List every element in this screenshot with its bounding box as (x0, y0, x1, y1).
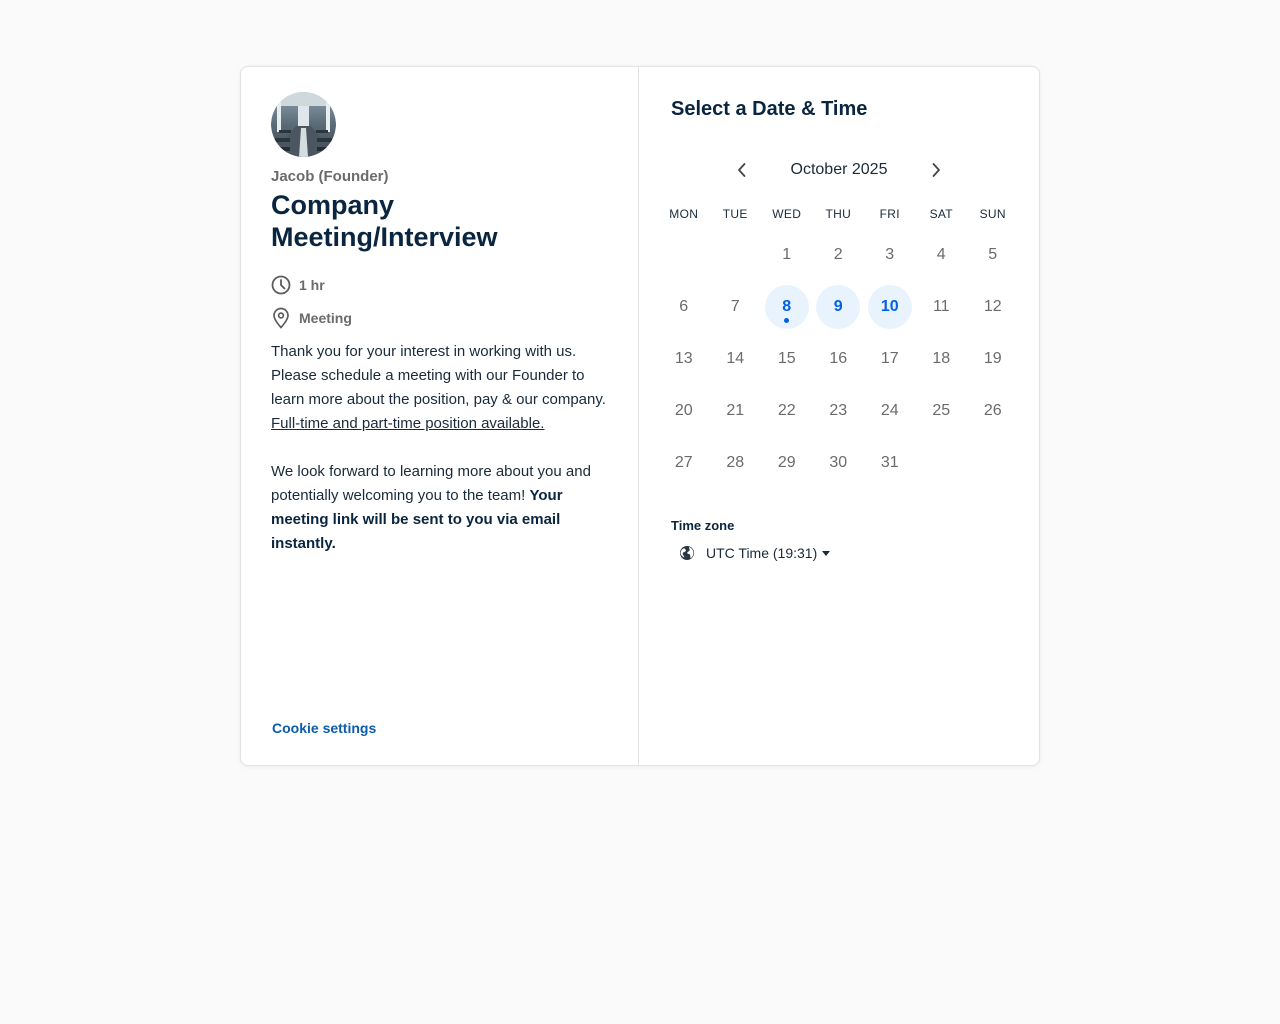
calendar-week (658, 333, 1019, 385)
calendar-cell (658, 437, 710, 489)
chevron-right-icon (930, 162, 942, 178)
calendar-day: 5 (988, 246, 998, 263)
calendar-day: 28 (726, 454, 745, 471)
globe-icon (679, 545, 695, 561)
calendar-day: 30 (829, 454, 848, 471)
calendar-day: 1 (782, 246, 792, 263)
weekday-fri: FRI (879, 207, 900, 221)
month-navigation (729, 157, 949, 183)
calendar-cell (813, 333, 865, 385)
timezone-value: UTC Time (19:31) (706, 545, 818, 561)
calendar-cell (916, 281, 968, 333)
calendar-day: 2 (833, 246, 843, 263)
description-text-1: Thank you for your interest in working with us. Please schedule a meeting with our Founder to learn more about the position, pay & our company. (271, 343, 606, 408)
description-text-2: We look forward to learning more about you and potentially welcoming you to the team! (271, 463, 591, 504)
calendar-cell (864, 229, 916, 281)
description-paragraph-1 (271, 340, 607, 436)
calendar-day: 26 (983, 402, 1002, 419)
calendar-cell (916, 229, 968, 281)
calendar-day: 21 (726, 402, 745, 419)
weekday-wed: WED (772, 207, 802, 221)
avatar (271, 92, 336, 157)
meeting-link-notice: Your meeting link will be sent to you via email instantly. (271, 487, 563, 552)
description-paragraph-2 (271, 460, 607, 556)
positions-link[interactable]: Full-time and part-time position available. (271, 415, 545, 432)
calendar-cell (658, 385, 710, 437)
calendar-day: 23 (829, 402, 848, 419)
calendar-cell (813, 281, 865, 333)
clock-icon (271, 274, 291, 296)
calendar-cell (710, 437, 762, 489)
calendar-cell (813, 229, 865, 281)
weekday-sun: SUN (979, 207, 1006, 221)
timezone-select[interactable] (679, 543, 830, 563)
calendar-cell (864, 281, 916, 333)
calendar-day: 31 (880, 454, 899, 471)
calendar-cell (864, 333, 916, 385)
calendar-day: 22 (777, 402, 796, 419)
calendar-cell (916, 333, 968, 385)
calendar-cell (813, 385, 865, 437)
location-row (271, 307, 608, 329)
calendar-day: 4 (936, 246, 946, 263)
calendar-grid (658, 207, 1019, 489)
available-day-button[interactable]: 8 (765, 285, 809, 329)
calendar-day: 3 (885, 246, 895, 263)
calendar-day: 27 (674, 454, 693, 471)
calendar-cell (761, 385, 813, 437)
weekday-sat: SAT (929, 207, 953, 221)
caret-down-icon (822, 551, 830, 556)
calendar-cell (658, 281, 710, 333)
calendar-cell (710, 385, 762, 437)
calendar-day: 11 (932, 298, 950, 315)
calendar-day: 18 (932, 350, 951, 367)
calendar-day: 29 (777, 454, 796, 471)
event-title: Company Meeting/Interview (271, 190, 498, 252)
calendar-cell (710, 281, 762, 333)
weekday-header (658, 207, 1019, 229)
calendar-day: 24 (880, 402, 899, 419)
calendar-day: 25 (932, 402, 951, 419)
date-time-panel (639, 67, 1039, 765)
timezone-label: Time zone (671, 518, 735, 533)
calendar-cell (761, 333, 813, 385)
prev-month-button[interactable] (729, 157, 755, 183)
calendar-week (658, 281, 1019, 333)
location-pin-icon (271, 307, 291, 329)
event-meta (271, 274, 608, 329)
event-details-panel (241, 67, 639, 765)
calendar-cell (761, 229, 813, 281)
calendar-day: 6 (679, 298, 689, 315)
available-day-button[interactable]: 10 (868, 285, 912, 329)
date-time-heading: Select a Date & Time (671, 98, 868, 120)
next-month-button[interactable] (923, 157, 949, 183)
calendar-cell (813, 437, 865, 489)
calendar-cell (967, 281, 1019, 333)
weekday-tue: TUE (722, 207, 748, 221)
calendar-day: 17 (880, 350, 899, 367)
calendar-cell (864, 385, 916, 437)
calendar-day: 14 (726, 350, 745, 367)
calendar-cell (916, 437, 968, 489)
calendar-week (658, 437, 1019, 489)
calendar-cell (710, 229, 762, 281)
calendar-day: 19 (983, 350, 1002, 367)
cookie-settings-link[interactable]: Cookie settings (272, 720, 377, 736)
booking-card (240, 66, 1040, 766)
duration-label: 1 hr (299, 277, 325, 293)
calendar-weeks (658, 229, 1019, 489)
calendar-cell (710, 333, 762, 385)
location-label: Meeting (299, 310, 352, 326)
calendar-day: 13 (674, 350, 693, 367)
calendar-day: 12 (983, 298, 1002, 315)
calendar-cell (967, 385, 1019, 437)
calendar-day: 20 (674, 402, 693, 419)
event-description (271, 340, 607, 556)
calendar-week (658, 229, 1019, 281)
calendar-cell (967, 437, 1019, 489)
calendar-week (658, 385, 1019, 437)
host-name: Jacob (Founder) (271, 168, 389, 185)
calendar-cell (967, 229, 1019, 281)
calendar-cell (967, 333, 1019, 385)
duration-row (271, 274, 608, 296)
calendar-cell (761, 281, 813, 333)
weekday-thu: THU (825, 207, 852, 221)
calendar-cell (916, 385, 968, 437)
weekday-mon: MON (669, 207, 699, 221)
today-indicator (784, 318, 789, 323)
calendar-day: 7 (730, 298, 740, 315)
calendar-cell (864, 437, 916, 489)
chevron-left-icon (736, 162, 748, 178)
month-label: October 2025 (790, 161, 888, 178)
calendar-day: 15 (777, 350, 796, 367)
calendar-cell (658, 229, 710, 281)
calendar-day: 16 (829, 350, 848, 367)
calendar-cell (658, 333, 710, 385)
available-day-button[interactable]: 9 (816, 285, 860, 329)
calendar-cell (761, 437, 813, 489)
